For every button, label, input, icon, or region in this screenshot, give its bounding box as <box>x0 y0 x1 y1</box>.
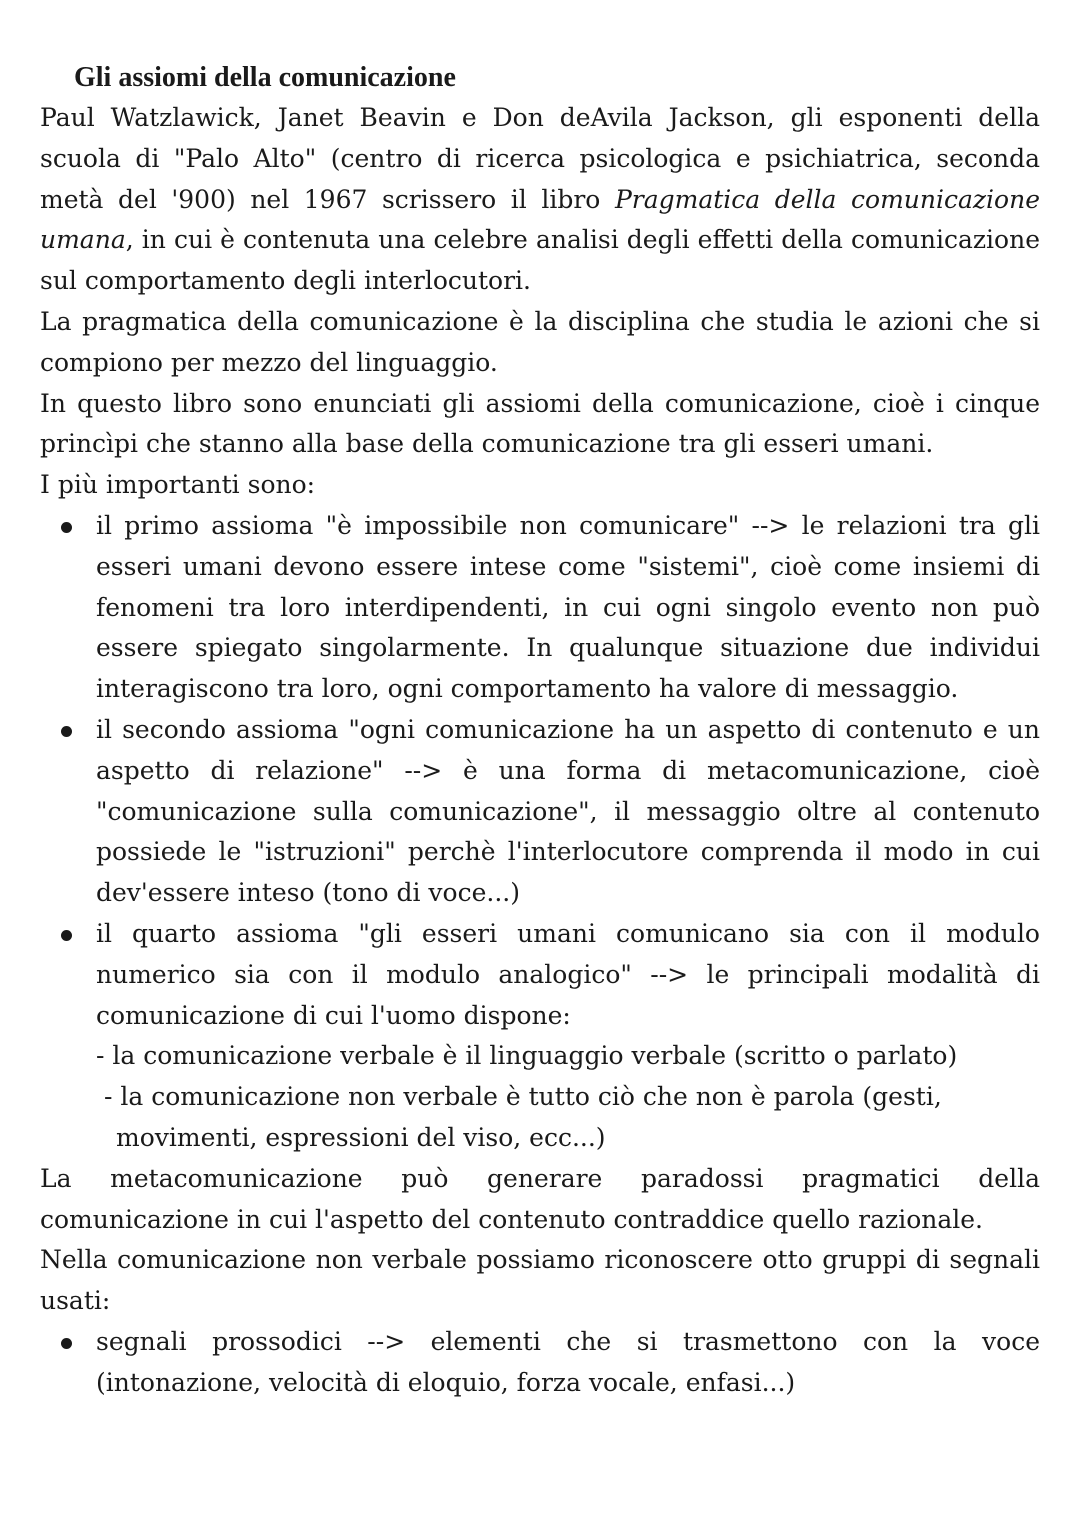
axioms-list <box>40 506 1040 1036</box>
book-title: Pragmatica della comunicazione umana <box>40 184 1040 255</box>
document-page <box>40 58 1040 1404</box>
axiom-item-second <box>40 710 1040 914</box>
intro-text: Paul Watzlawick, Janet Beavin e Don deAvila Jackson, gli esponenti della scuola di "Palo Alto" (centro di ricerca psicologica e psichiatrica, seconda metà del '900) nel 1967 scrissero il libro <box>40 103 1040 214</box>
bullet-icon <box>61 930 72 941</box>
nonverbal-paragraph: Nella comunicazione non verbale possiamo riconoscere otto gruppi di segnali usati: <box>40 1245 1040 1316</box>
axiom-text: il secondo assioma "ogni comunicazione ha un aspetto di contenuto e un aspetto di relazione" --> è una forma di metacomunicazione, cioè "comunicazione sulla comunicazione", il messaggio oltre al contenuto possiede le "istruzioni" perchè l'interlocutore comprenda il modo in cui dev'essere inteso (tono di voce...) <box>96 714 1040 908</box>
axiom-item-first <box>40 506 1040 710</box>
axiom-text: il quarto assioma "gli esseri umani comunicano sia con il modulo numerico sia con il modulo analogico" --> le principali modalità di comunicazione di cui l'uomo dispone: <box>96 918 1040 1030</box>
intro-paragraph <box>40 98 1040 302</box>
metacommunication-paragraph: La metacomunicazione può generare paradossi pragmatici della comunicazione in cui l'aspetto del contenuto contraddice quello razionale. <box>40 1163 1040 1234</box>
signal-text: segnali prossodici --> elementi che si trasmettono con la voce (intonazione, velocità di eloquio, forza vocale, enfasi...) <box>96 1326 1040 1397</box>
bullet-icon <box>61 726 72 737</box>
axiom-item-fourth <box>40 914 1040 1036</box>
nonverbal-communication-item: - la comunicazione non verbale è tutto ciò che non è parola (gesti, <box>104 1082 942 1112</box>
axiom-text: il primo assioma "è impossibile non comunicare" --> le relazioni tra gli esseri umani devono essere intese come "sistemi", cioè come insiemi di fenomeni tra loro interdipendenti, in cui ogni singolo evento non può essere spiegato singolarmente. In qualunque situazione due individui interagiscono tra loro, ogni comportamento ha valore di messaggio. <box>96 510 1040 704</box>
nonverbal-communication-item-cont: movimenti, espressioni del viso, ecc...) <box>116 1122 606 1152</box>
intro-text-end: , in cui è contenuta una celebre analisi degli effetti della comunicazione sul comportamento degli interlocutori. <box>40 225 1040 296</box>
verbal-communication-item: - la comunicazione verbale è il linguaggio verbale (scritto o parlato) <box>96 1041 958 1071</box>
axioms-paragraph: In questo libro sono enunciati gli assiomi della comunicazione, cioè i cinque princìpi che stanno alla base della comunicazione tra gli esseri umani. <box>40 388 1040 459</box>
bullet-icon <box>61 1338 72 1349</box>
signals-list <box>40 1322 1040 1404</box>
document-title: Gli assiomi della comunicazione <box>74 62 456 93</box>
important-heading: I più importanti sono: <box>40 470 316 500</box>
pragmatics-paragraph: La pragmatica della comunicazione è la disciplina che studia le azioni che si compiono per mezzo del linguaggio. <box>40 306 1040 377</box>
signal-item <box>40 1322 1040 1404</box>
bullet-icon <box>61 522 72 533</box>
